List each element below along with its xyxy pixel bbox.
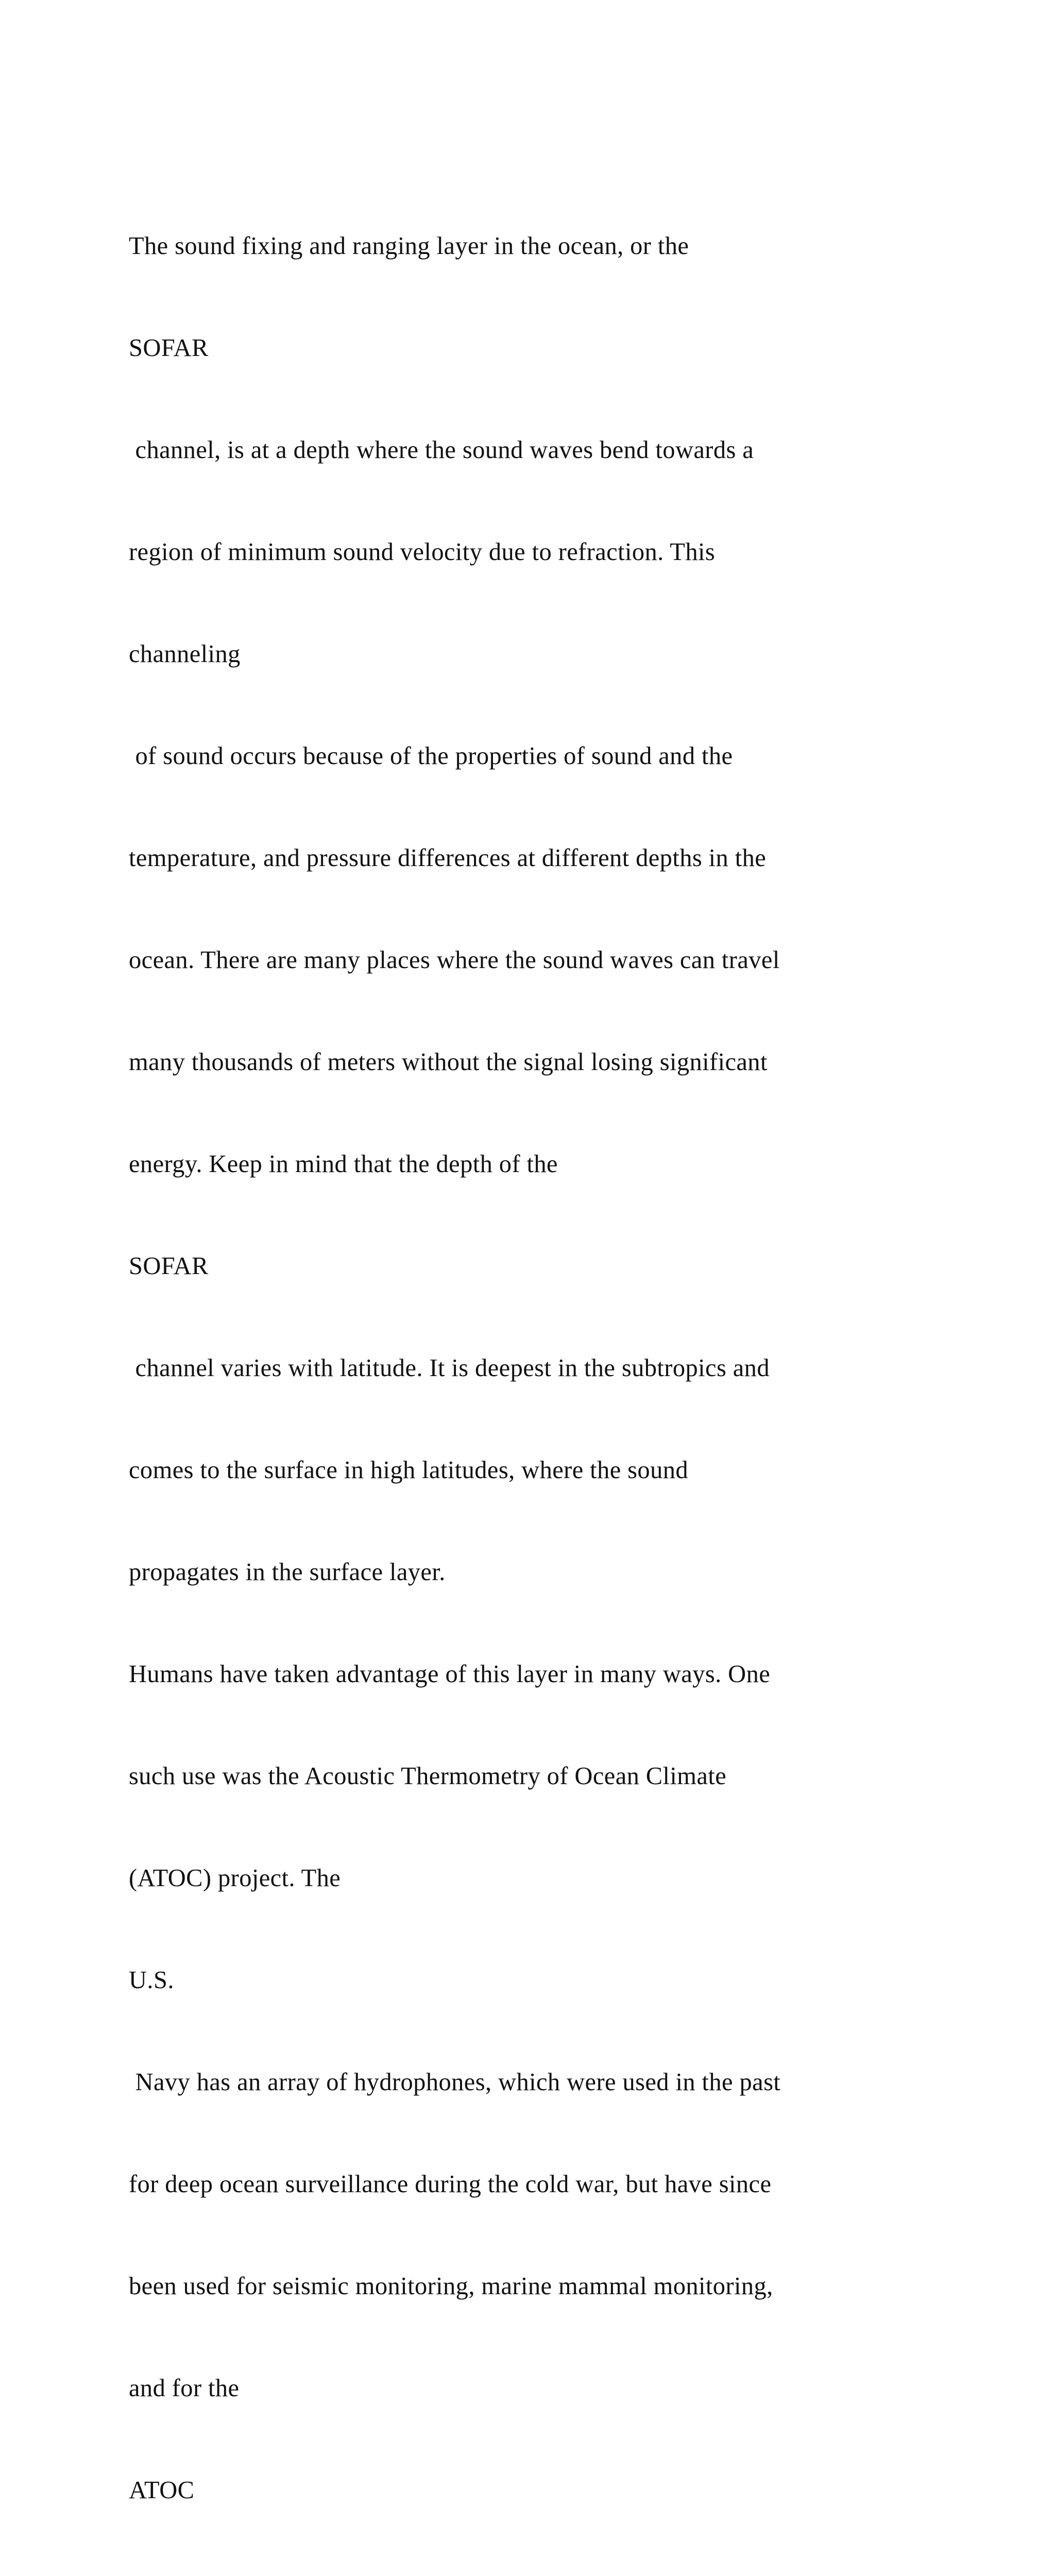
text-line: for deep ocean surveillance during the cold war, but have since (129, 2171, 772, 2198)
text-line: The sound fixing and ranging layer in the ocean, or the (129, 232, 689, 260)
text-line: many thousands of meters without the signal losing significant (129, 1048, 768, 1076)
text-line: and for the (129, 2375, 240, 2402)
text-line: ATOC (129, 2477, 195, 2504)
text-line: (ATOC) project. The (129, 1865, 341, 1892)
text-line: been used for seismic monitoring, marine mammal monitoring, (129, 2273, 773, 2300)
text-line: propagates in the surface layer. (129, 1558, 446, 1586)
text-line: channeling (129, 640, 241, 668)
text-line: SOFAR (129, 1252, 209, 1280)
text-line: U.S. (129, 1967, 174, 1994)
text-line: comes to the surface in high latitudes, where the sound (129, 1456, 689, 1484)
text-line: energy. Keep in mind that the depth of the (129, 1150, 558, 1178)
text-line: of sound occurs because of the properties of sound and the (129, 742, 733, 770)
text-line: channel, is at a depth where the sound waves bend towards a (129, 436, 754, 464)
text-line: such use was the Acoustic Thermometry of Ocean Climate (129, 1762, 727, 1790)
text-line: Navy has an array of hydrophones, which were used in the past (129, 2069, 781, 2096)
document-text (129, 161, 1005, 2576)
text-line: ocean. There are many places where the sound waves can travel (129, 946, 780, 974)
text-line (129, 2575, 1005, 2576)
text-line: Humans have taken advantage of this layer in many ways. One (129, 1660, 771, 1688)
text-line: channel varies with latitude. It is deepest in the subtropics and (129, 1354, 770, 1382)
text-line: SOFAR (129, 334, 209, 362)
text-line: region of minimum sound velocity due to refraction. This (129, 538, 716, 566)
text-line: temperature, and pressure differences at different depths in the (129, 844, 767, 872)
